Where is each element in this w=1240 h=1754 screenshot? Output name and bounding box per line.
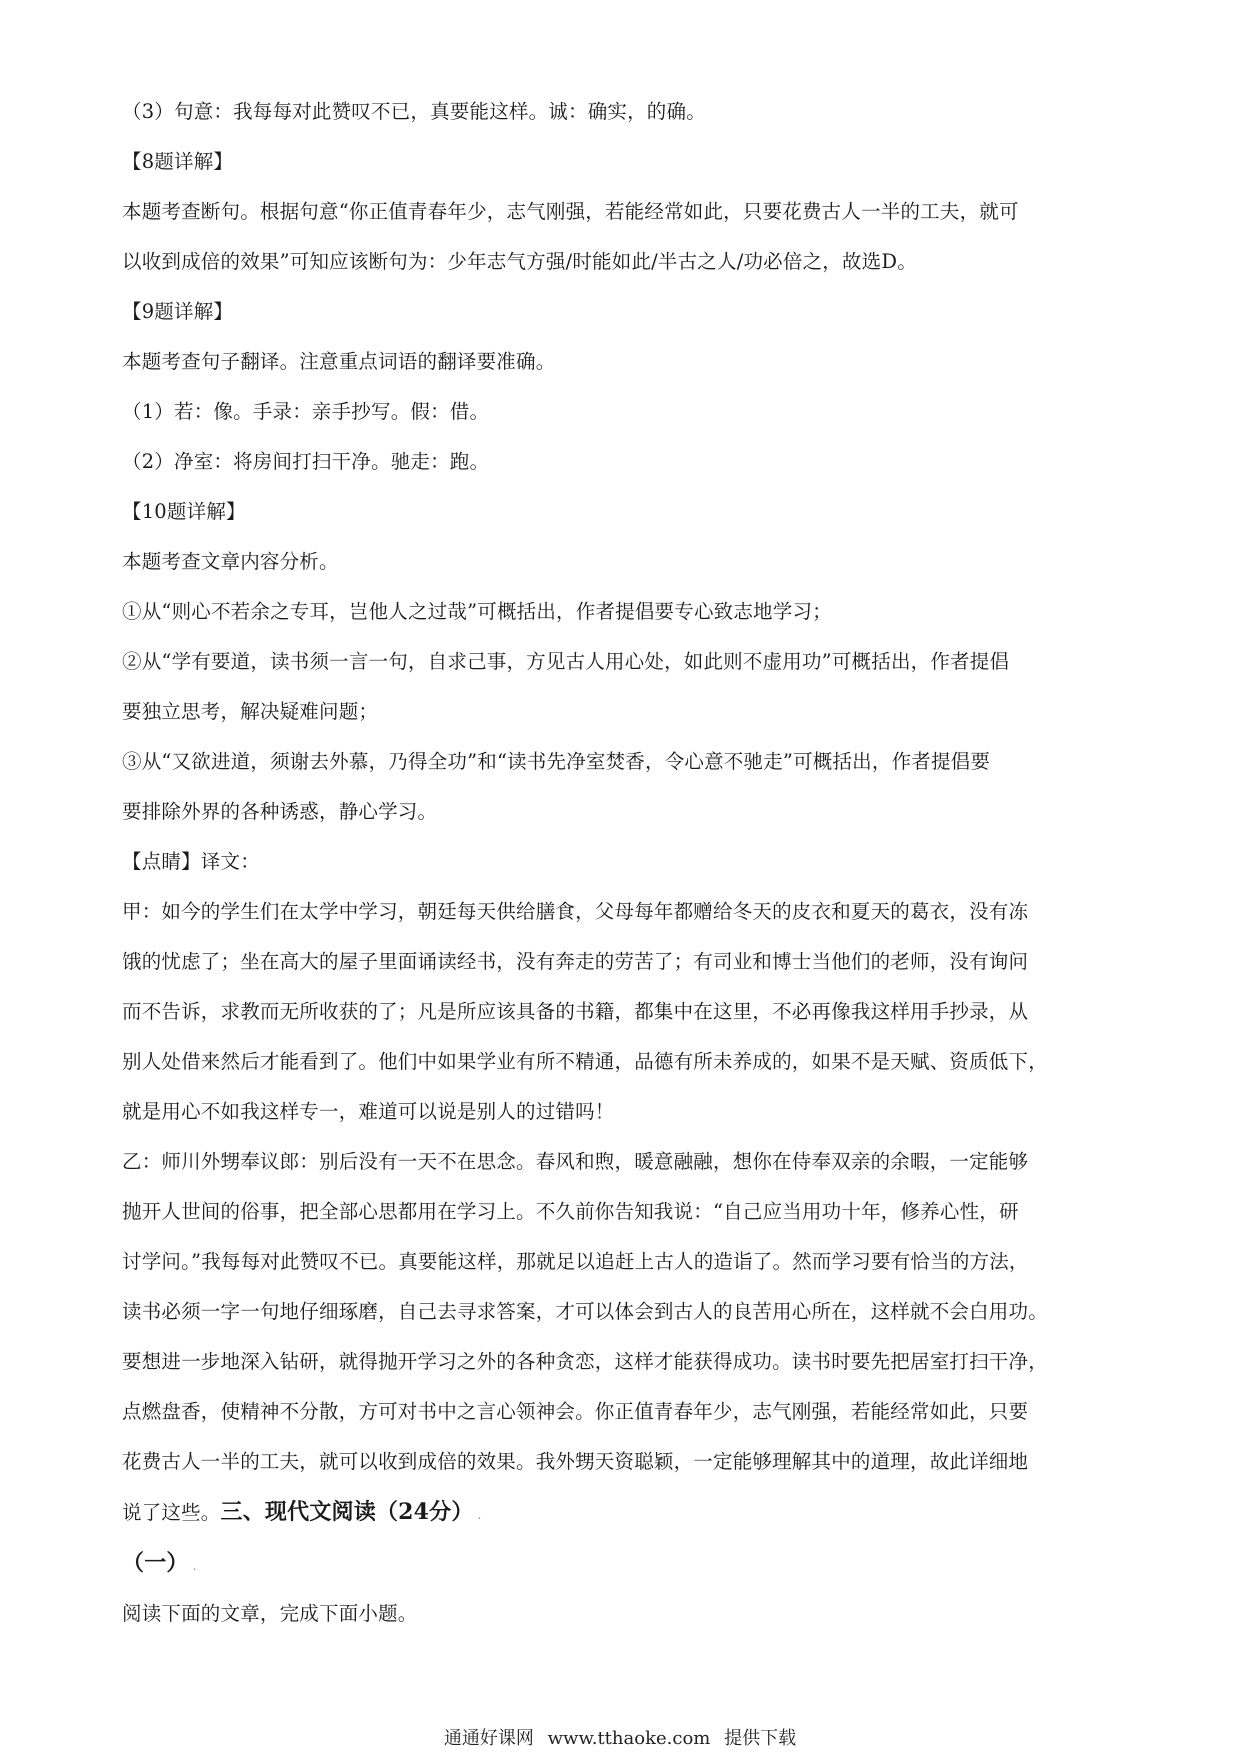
section-heading-q10: 【10题详解】 bbox=[122, 500, 246, 523]
text-line: ③从“又欲进道，须谢去外慕，乃得全功”和“读书先净室焚香，令心意不驰走”可概括出，作者提倡要 bbox=[122, 750, 991, 773]
text-line: 要想进一步地深入钻研，就得抛开学习之外的各种贪恋，这样才能获得成功。读书时要先把居室打扫干净， bbox=[122, 1350, 1048, 1373]
text-line: ②从“学有要道，读书须一言一句，自求己事，方见古人用心处，如此则不虚用功”可概括出，作者提倡 bbox=[122, 650, 1010, 673]
stray-mark-icon: . bbox=[192, 1559, 197, 1573]
text-line: （1）若：像。手录：亲手抄写。假：借。 bbox=[122, 400, 490, 423]
text-line-with-heading bbox=[122, 1500, 1122, 1527]
text-line: 饿的忧虑了；坐在高大的屋子里面诵读经书，没有奔走的劳苦了；有司业和博士当他们的老师，没有询问 bbox=[122, 950, 1029, 973]
section-heading-translation: 【点睛】译文： bbox=[122, 850, 260, 873]
text-line: 就是用心不如我这样专一，难道可以说是别人的过错吗！ bbox=[122, 1100, 615, 1123]
text-line: 本题考查文章内容分析。 bbox=[122, 550, 339, 573]
text-line: 要独立思考，解决疑难问题； bbox=[122, 700, 379, 723]
text-line: 抛开人世间的俗事，把全部心思都用在学习上。不久前你告知我说：“自己应当用功十年，修养心性，研 bbox=[122, 1200, 1019, 1223]
text-line: 读书必须一字一句地仔细琢磨，自己去寻求答案，才可以体会到古人的良苦用心所在，这样就不会白用功。 bbox=[122, 1300, 1048, 1323]
section-heading-q9: 【9题详解】 bbox=[122, 300, 234, 323]
page-footer bbox=[0, 1728, 1240, 1750]
text-line: 而不告诉，求教而无所收获的了；凡是所应该具备的书籍，都集中在这里，不必再像我这样用手抄录，从 bbox=[122, 1000, 1029, 1023]
text-line: 以收到成倍的效果”可知应该断句为：少年志气方强/时能如此/半古之人/功必倍之，故选D。 bbox=[122, 250, 917, 273]
text-line: 本题考查断句。根据句意“你正值青春年少，志气刚强，若能经常如此，只要花费古人一半的工夫，就可 bbox=[122, 200, 1019, 223]
text-line: （3）句意：我每每对此赞叹不已，真要能这样。诚：确实，的确。 bbox=[122, 100, 706, 123]
stray-mark-icon: . bbox=[477, 1508, 482, 1522]
footer-brand: 通通好课网 bbox=[443, 1728, 534, 1749]
document-body bbox=[122, 100, 1122, 1626]
instruction-line: 阅读下面的文章，完成下面小题。 bbox=[122, 1602, 418, 1625]
text-line: 讨学问。”我每每对此赞叹不已。真要能这样，那就足以追赶上古人的造诣了。然而学习要有恰当的方法， bbox=[122, 1250, 1029, 1273]
section-heading-modern-reading: 三、现代文阅读（24分） bbox=[220, 1499, 474, 1525]
subheading-line bbox=[122, 1551, 1122, 1578]
text-line: 甲：如今的学生们在太学中学习，朝廷每天供给膳食，父母每年都赠给冬天的皮衣和夏天的葛衣，没有冻 bbox=[122, 900, 1029, 923]
text-line: ①从“则心不若余之专耳，岂他人之过哉”可概括出，作者提倡要专心致志地学习； bbox=[122, 600, 832, 623]
text-line: 本题考查句子翻译。注意重点词语的翻译要准确。 bbox=[122, 350, 556, 373]
footer-url[interactable]: www.tthaoke.com bbox=[547, 1728, 711, 1749]
text-line-end: 说了这些。 bbox=[122, 1501, 221, 1524]
footer-suffix: 提供下载 bbox=[724, 1728, 797, 1749]
text-line: 别人处借来然后才能看到了。他们中如果学业有所不精通，品德有所未养成的，如果不是天赋、资质低下， bbox=[122, 1050, 1048, 1073]
text-line: 乙：师川外甥奉议郎：别后没有一天不在思念。春风和煦，暖意融融，想你在侍奉双亲的余暇，一定能够 bbox=[122, 1150, 1029, 1173]
text-line: 点燃盘香，使精神不分散，方可对书中之言心领神会。你正值青春年少，志气刚强，若能经常如此，只要 bbox=[122, 1400, 1029, 1423]
text-line: 要排除外界的各种诱惑，静心学习。 bbox=[122, 800, 438, 823]
text-line: 花费古人一半的工夫，就可以收到成倍的效果。我外甥天资聪颖，一定能够理解其中的道理，故此详细地 bbox=[122, 1450, 1029, 1473]
text-line: （2）净室：将房间打扫干净。驰走：跑。 bbox=[122, 450, 490, 473]
subheading-part-one: （一） bbox=[122, 1550, 189, 1576]
section-heading-q8: 【8题详解】 bbox=[122, 150, 234, 173]
